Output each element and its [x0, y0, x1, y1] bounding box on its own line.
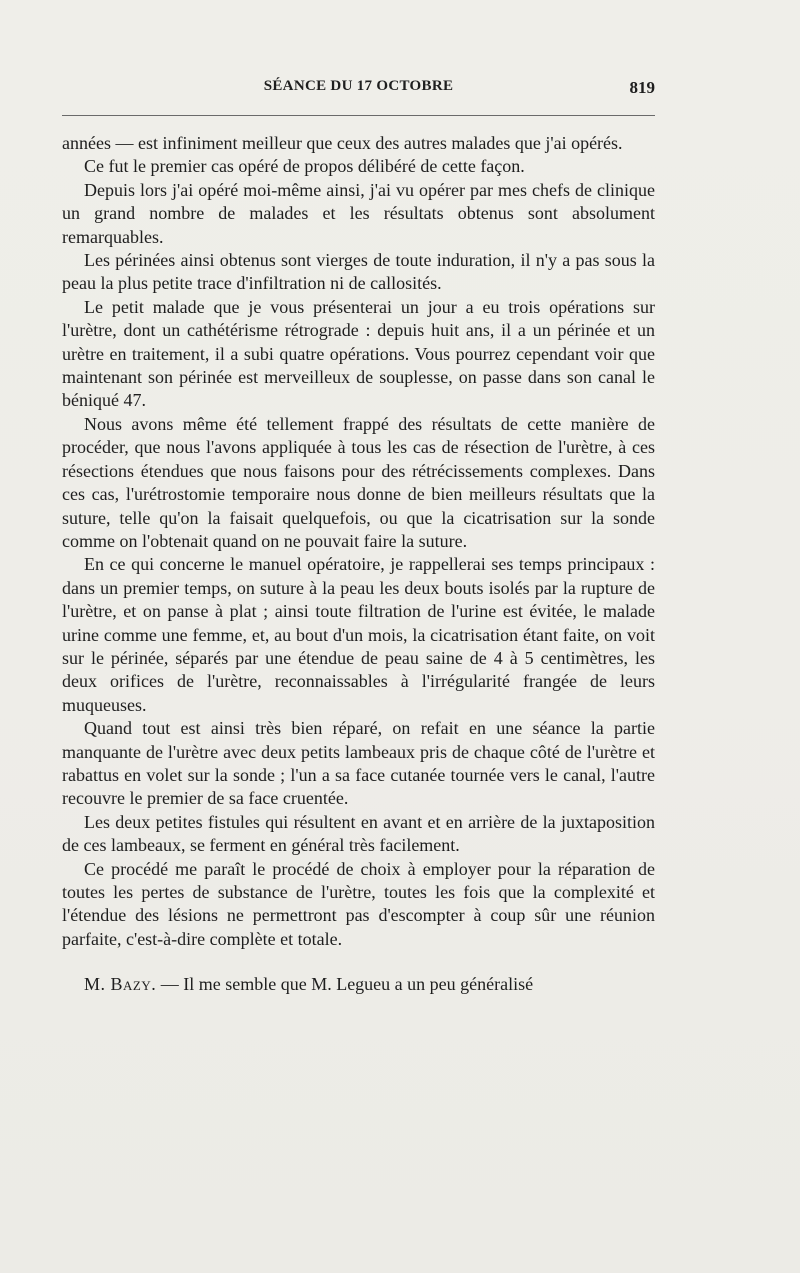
body-text — [62, 132, 655, 997]
speaker-dash: — — [156, 974, 184, 995]
page-number: 819 — [629, 78, 655, 97]
running-head-day: 17 — [356, 78, 373, 94]
speaker-name: M. Bazy. — [84, 974, 157, 995]
paragraph-2: Ce fut le premier cas opéré de propos délibéré de cette façon. — [84, 156, 525, 177]
paragraph-5: Le petit malade que je vous présenterai un jour a eu trois opérations sur l'urètre, dont un cathétérisme rétrograde : depuis huit ans, il a un périnée et un urètre en traitement, il a subi quatre opérations. Vous pourrez cependant voir que maintenant son périnée est merveilleux de souplesse, on passe dans son canal le béniqué 47. — [62, 296, 655, 411]
running-head-part-1: SÉANCE DU — [263, 78, 357, 94]
paragraph-1: années — est infiniment meilleur que ceux des autres malades que j'ai opérés. — [62, 133, 623, 153]
paragraph-3: Depuis lors j'ai opéré moi-même ainsi, j'ai vu opérer par mes chefs de clinique un grand nombre de malades et les résultats obtenus sont absolument remarquables. — [62, 179, 655, 247]
speaker-paragraph — [62, 973, 655, 996]
speaker-text: Il me semble que M. Legueu a un peu généralisé — [183, 974, 534, 995]
header-rule — [62, 115, 655, 116]
running-head — [62, 78, 655, 95]
paragraph-4: Les périnées ainsi obtenus sont vierges de toute induration, il n'y a pas sous la peau la plus petite trace d'infiltration ni de callosités. — [62, 250, 655, 294]
paragraph-10: Ce procédé me paraît le procédé de choix à employer pour la réparation de toutes les pertes de substance de l'urètre, toutes les fois que la complexité et l'étendue des lésions ne permettront pas d'escompter à coup sûr une réunion parfaite, c'est-à-dire complète et totale. — [62, 858, 655, 949]
paragraph-6: Nous avons même été tellement frappé des résultats de cette manière de procéder, que nous l'avons appliquée à tous les cas de résection de l'urètre, à ces résections étendues que nous faisons pour des rétrécissements complexes. Dans ces cas, l'urétrostomie temporaire nous donne de bien meilleurs résultats que la suture, telle qu'on la faisait quelquefois, ou que la cicatrisation sur la sonde comme on l'obtenait quand on ne pouvait faire la suture. — [62, 413, 655, 551]
paragraph-8: Quand tout est ainsi très bien réparé, on refait en une séance la partie manquante de l'urètre avec deux petits lambeaux pris de chaque côté de l'urètre et rabattus en volet sur la sonde ; l'un a sa face cutanée tournée vers le canal, l'autre recouvre le premier de sa face cruentée. — [62, 718, 655, 809]
page-header — [62, 78, 655, 102]
paragraph-7: En ce qui concerne le manuel opératoire, je rappellerai ses temps principaux : dans un premier temps, on suture à la peau les deux bouts isolés par la rupture de l'urètre, et on panse à plat ; ainsi toute filtration de l'urine est évitée, le malade urine comme une femme, et, au bout d'un mois, la cicatrisation étant faite, on voit sur le périnée, séparés par une étendue de peau saine de 4 à 5 centimètres, les deux orifices de l'urètre, reconnaissables à l'irrégularité frangée de leurs muqueuses. — [62, 554, 655, 715]
paragraph-9: Les deux petites fistules qui résultent en avant et en arrière de la juxtaposition de ces lambeaux, se ferment en général très facilement. — [62, 811, 655, 856]
running-head-part-2: OCTOBRE — [372, 78, 454, 94]
